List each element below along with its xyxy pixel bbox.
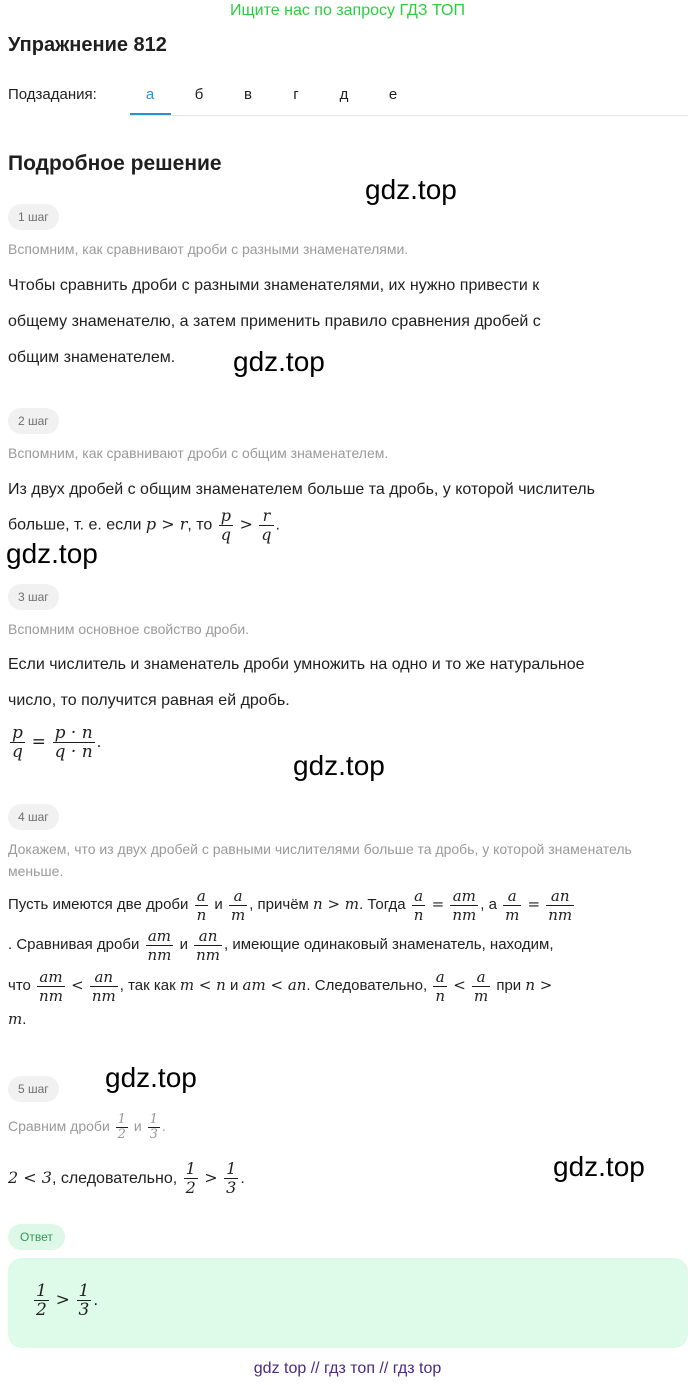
fraction-1-3: $\frac{1}{3}$ (149, 1111, 158, 1142)
step-hint: Сравним дроби $\frac{1}{2}$ и $\frac{1}{3}$ . (8, 1111, 166, 1142)
step-text (8, 647, 688, 719)
text: и (179, 936, 188, 953)
step-text (8, 268, 688, 376)
formula-line: $\frac{p}{q}$ = $\frac{p \cdot n}{q \cdot n}$ . (12, 723, 102, 763)
step-text (8, 884, 688, 1033)
tabs-divider (130, 115, 688, 116)
footer-links[interactable]: gdz top // гдз топ // гдз top (253, 1360, 442, 1377)
fraction-am-nm: $\frac{am}{nm}$ (452, 886, 477, 924)
step-badge: 5 шаг (8, 1076, 59, 1102)
math-inequality: m < n (179, 976, 226, 994)
text-line: Чтобы сравнить дроби с разными знаменателями, их нужно привести к (8, 277, 540, 294)
answer-box (8, 1258, 688, 1348)
text: , имеющие одинаковый знаменатель, находим, (224, 936, 554, 953)
math-variable: m (8, 1010, 23, 1028)
text: Сравним дроби (8, 1118, 110, 1134)
math-inequality: n > (525, 976, 553, 994)
tab-v[interactable]: в (244, 86, 252, 103)
fraction-1-2: $\frac{1}{2}$ (185, 1159, 196, 1198)
text-line: Если числитель и знаменатель дроби умножить на одно и то же натуральное (8, 656, 585, 673)
fraction-am-nm: $\frac{am}{nm}$ (39, 967, 63, 1005)
step-badge: 4 шаг (8, 804, 59, 830)
answer-badge: Ответ (8, 1224, 65, 1250)
fraction-an-nm: $\frac{an}{nm}$ (196, 926, 221, 964)
text: . Сравнивая дроби (8, 936, 140, 953)
text-line: общему знаменателю, а затем применить правило сравнения дробей с (8, 313, 541, 330)
fraction-r-q: $\frac{r}{q}$ (261, 506, 272, 544)
watermark: gdz.top (293, 750, 385, 781)
math-symbol: < (453, 976, 466, 994)
math-inequality: p > r (145, 514, 188, 534)
watermark: gdz.top (365, 174, 457, 205)
step-text (8, 473, 688, 544)
fraction-a-m: $\frac{a}{m}$ (473, 967, 489, 1005)
fraction-an-nm: $\frac{an}{nm}$ (548, 886, 573, 924)
tab-d[interactable]: д (339, 86, 349, 103)
text-line (8, 884, 688, 925)
step-hint: Докажем, что из двух дробей с равными числителями больше та дробь, у которой знаменатель меньше. (8, 841, 632, 879)
math-inequality: n > m (313, 895, 360, 913)
watermark: gdz.top (6, 538, 98, 569)
fraction-a-n: $\frac{a}{n}$ (413, 886, 424, 924)
tab-a[interactable]: а (145, 86, 155, 103)
math-symbol: = (431, 895, 445, 913)
text: что (8, 977, 31, 994)
fraction-1-3: $\frac{1}{3}$ (226, 1159, 237, 1198)
math-symbol: = (31, 732, 46, 752)
step-hint: Вспомним, как сравнивают дроби с разными знаменателями. (8, 241, 409, 257)
fraction-am-nm: $\frac{am}{nm}$ (147, 926, 172, 964)
watermark: gdz.top (105, 1062, 197, 1093)
math-symbol: > (239, 514, 253, 534)
text-line: больше, т. е. если p > r, то $\frac{p}{q}$ > $\frac{r}{q}$ . (8, 506, 280, 544)
fraction-a-m: $\frac{a}{m}$ (505, 886, 520, 924)
text-line (8, 925, 688, 965)
text: , следовательно, (51, 1170, 178, 1187)
answer-formula: $\frac{1}{2}$ > $\frac{1}{3}$ . (36, 1281, 99, 1321)
step-badge: 1 шаг (8, 204, 59, 230)
step-badge: 3 шаг (8, 584, 59, 610)
text-line: общим знаменателем. (8, 349, 176, 366)
fraction-1-3: $\frac{1}{3}$ (78, 1281, 90, 1321)
text-line (8, 965, 688, 1006)
text: , а (480, 896, 497, 913)
top-banner: Ищите нас по запросу ГДЗ ТОП (230, 2, 465, 19)
math-inequality: am < an (242, 976, 307, 994)
page-title: Упражнение 812 (8, 34, 167, 56)
math-inequality: 2 < 3 (8, 1168, 52, 1187)
fraction-pn-qn: $\frac{p \cdot n}{q \cdot n}$ (54, 723, 93, 763)
fraction-a-m: $\frac{a}{m}$ (230, 886, 246, 924)
fraction-an-nm: $\frac{an}{nm}$ (91, 967, 116, 1005)
step-hint: Вспомним основное свойство дроби. (8, 621, 250, 637)
tab-e[interactable]: е (388, 86, 398, 103)
step-badge: 2 шаг (8, 408, 59, 434)
text: . Тогда (359, 896, 406, 913)
text: и (229, 977, 239, 994)
text: при (496, 977, 522, 994)
math-symbol: = (527, 895, 541, 913)
fraction-1-2: $\frac{1}{2}$ (36, 1281, 47, 1321)
watermark: gdz.top (233, 346, 325, 377)
math-symbol: > (204, 1168, 218, 1187)
active-tab-indicator (130, 113, 171, 115)
fraction-p-q: $\frac{p}{q}$ (220, 506, 231, 544)
text: . Следовательно, (306, 977, 428, 994)
text-line (8, 1006, 688, 1033)
watermark: gdz.top (553, 1151, 645, 1182)
text-line: число, то получится равная ей дробь. (8, 692, 290, 709)
text-line: Из двух дробей с общим знаменателем больше та дробь, у которой числитель (8, 481, 595, 498)
text: , так как (119, 977, 176, 994)
text: и (214, 896, 223, 913)
text: больше, т. е. если (8, 516, 142, 534)
fraction-1-2: $\frac{1}{2}$ (117, 1111, 126, 1142)
step-hint: Вспомним, как сравнивают дроби с общим знаменателем. (8, 445, 389, 461)
tab-b[interactable]: б (194, 86, 204, 103)
math-symbol: > (55, 1290, 70, 1310)
tab-g[interactable]: г (293, 86, 299, 103)
text: , причём (249, 896, 309, 913)
math-symbol: < (71, 976, 84, 994)
section-title: Подробное решение (8, 152, 222, 175)
text: Пусть имеются две дроби (8, 896, 189, 913)
text: . (22, 1011, 27, 1028)
text: и (133, 1118, 142, 1134)
fraction-p-q: $\frac{p}{q}$ (12, 723, 23, 763)
text: , то (187, 516, 213, 534)
subtasks-label: Подзадания: (8, 86, 97, 103)
fraction-a-n: $\frac{a}{n}$ (435, 967, 446, 1005)
fraction-a-n: $\frac{a}{n}$ (196, 886, 207, 924)
step-text: 2 < 3, следовательно, $\frac{1}{2}$ > $\frac{1}{3}$ . (8, 1159, 245, 1198)
